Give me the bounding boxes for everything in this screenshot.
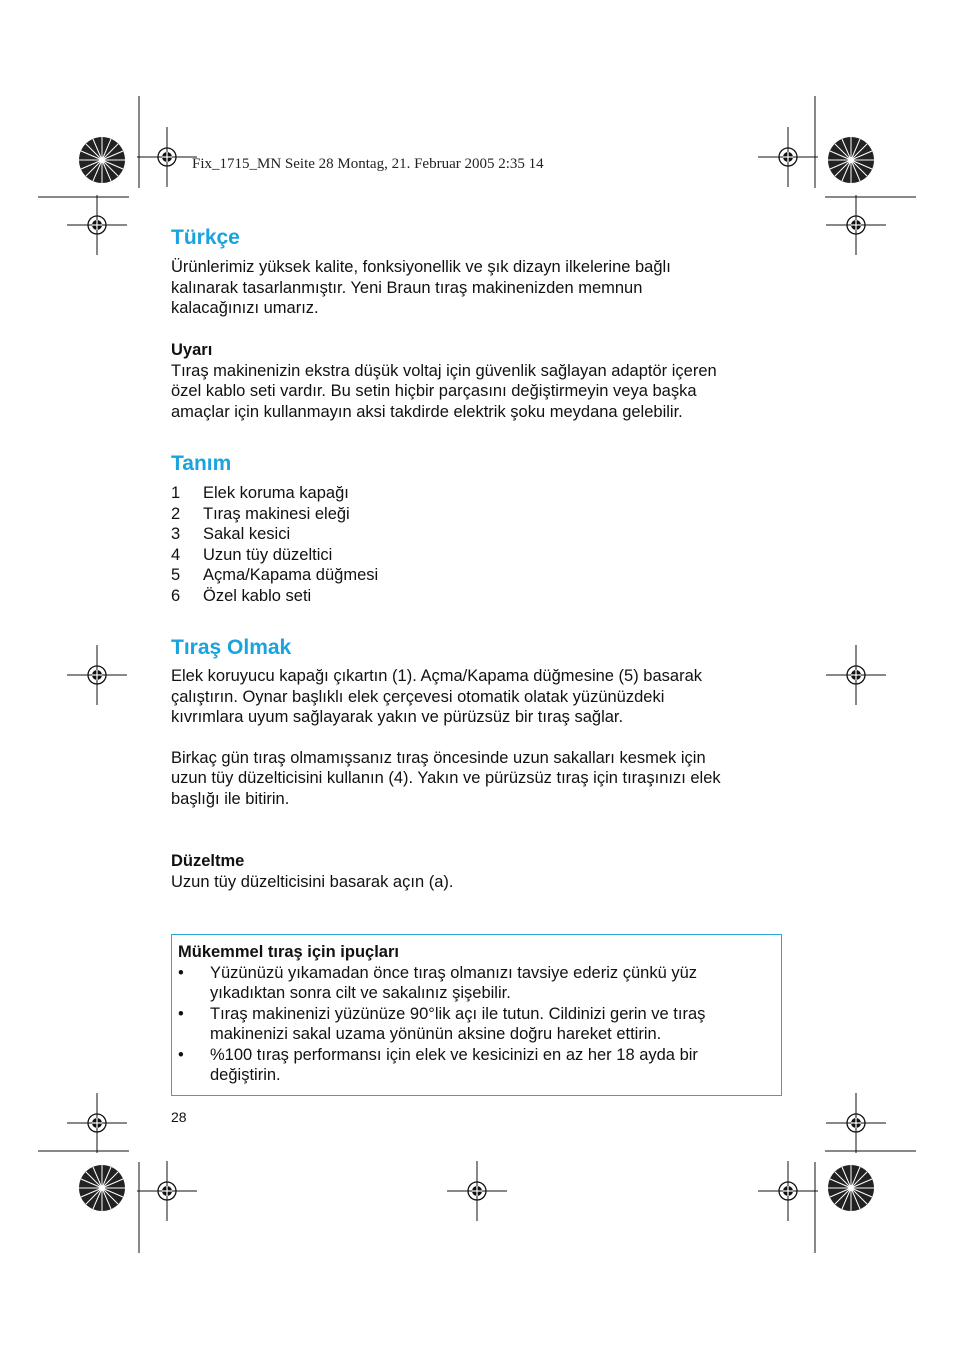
registration-cross-upper-right [826,195,886,255]
intro-line: Ürünlerimiz yüksek kalite, fonksiyonellik ve şık dizayn ilkelerine bağlı [171,258,671,276]
registration-cross-lower-right [826,1093,886,1153]
trimming-section [171,851,786,892]
description-section [171,451,786,606]
bullet-icon: • [178,1004,184,1023]
warning-heading: Uyarı [171,341,213,359]
tips-heading: Mükemmel tıraş için ipuçları [178,943,399,961]
registration-wheel-bottom-left [79,1165,125,1211]
print-slug: Fix_1715_MN Seite 28 Montag, 21. Februar 2005 2:35 14 [192,156,544,172]
warning-section [171,340,786,422]
registration-wheel-top-left [79,137,125,183]
warning-line: özel kablo seti vardır. Bu setin hiçbir parçasını değiştirmeyin veya başka [171,382,697,400]
intro-line: kalacağınızı umarız. [171,299,319,317]
warning-line: Tıraş makinenizin ekstra düşük voltaj için güvenlik sağlayan adaptör içeren [171,361,717,380]
list-item: • %100 tıraş performansı için elek ve kesicinizi en az her 18 ayda bir değiştirin. [178,1045,698,1084]
list-item: • Tıraş makinenizi yüzünüze 90°lik açı ile tutun. Cildinizi gerin ve tıraş makinenizi sakal uzama yönünün aksine doğru hareket ettirin. [178,1004,706,1043]
intro-section [171,225,786,319]
registration-wheel-bottom-right [828,1165,874,1211]
shaving-line: Birkaç gün tıraş olmamışsanız tıraş öncesinde uzun sakalları kesmek için [171,748,706,767]
shaving-line: çalıştırın. Oynar başlıklı elek çerçevesi otomatik olatak yüzünüzdeki [171,687,665,706]
registration-cross-middle-left [67,645,127,705]
registration-cross-bottom-right [758,1161,818,1221]
list-item: 3 Sakal kesici [171,525,291,543]
intro-line: kalınarak tasarlanmıştır. Yeni Braun tıraş makinenizden memnun [171,278,643,297]
registration-cross-top-right [758,127,818,187]
registration-cross-top-left [137,127,197,187]
list-item: 1 Elek koruma kapağı [171,484,349,502]
section-title-turkce: Türkçe [171,226,240,249]
list-item: 2 Tıraş makinesi eleği [171,504,350,523]
registration-wheel-top-right [828,137,874,183]
list-item: 5 Açma/Kapama düğmesi [171,566,379,584]
shaving-line: Elek koruyucu kapağı çıkartın (1). Açma/Kapama düğmesine (5) basarak [171,667,703,685]
registration-cross-upper-left [67,195,127,255]
list-item: 4 Uzun tüy düzeltici [171,545,333,564]
section-title-tanim: Tanım [171,452,232,475]
registration-cross-middle-right [826,645,886,705]
tips-list [178,963,775,1086]
shaving-section [171,635,786,809]
shaving-line: kıvrımlara uyum sağlayarak yakın ve pürüzsüz bir tıraş sağlar. [171,708,624,726]
warning-line: amaçlar için kullanmayın aksi takdirde elektrik şoku meydana gelebilir. [171,402,683,421]
list-item: • Yüzünüzü yıkamadan önce tıraş olmanızı tavsiye ederiz çünkü yüz yıkadıktan sonra cilt ve sakalınız şişebilir. [178,963,697,1002]
registration-cross-bottom-center [447,1161,507,1221]
list-item: 6 Özel kablo seti [171,586,312,605]
bullet-icon: • [178,1045,184,1064]
bullet-icon: • [178,963,184,982]
parts-list [171,483,786,606]
trimming-text: Uzun tüy düzelticisini basarak açın (a). [171,872,454,891]
registration-cross-bottom-left [137,1161,197,1221]
section-title-tiras-olmak: Tıraş Olmak [171,636,292,659]
tips-box [171,934,782,1096]
registration-cross-lower-left [67,1093,127,1153]
page-number: 28 [171,1109,187,1125]
shaving-line: uzun tüy düzelticisini kullanın (4). Yakın ve pürüzsüz tıraş için tıraşınızı elek [171,769,721,787]
shaving-line: başlığı ile bitirin. [171,789,290,808]
trimming-heading: Düzeltme [171,852,245,870]
